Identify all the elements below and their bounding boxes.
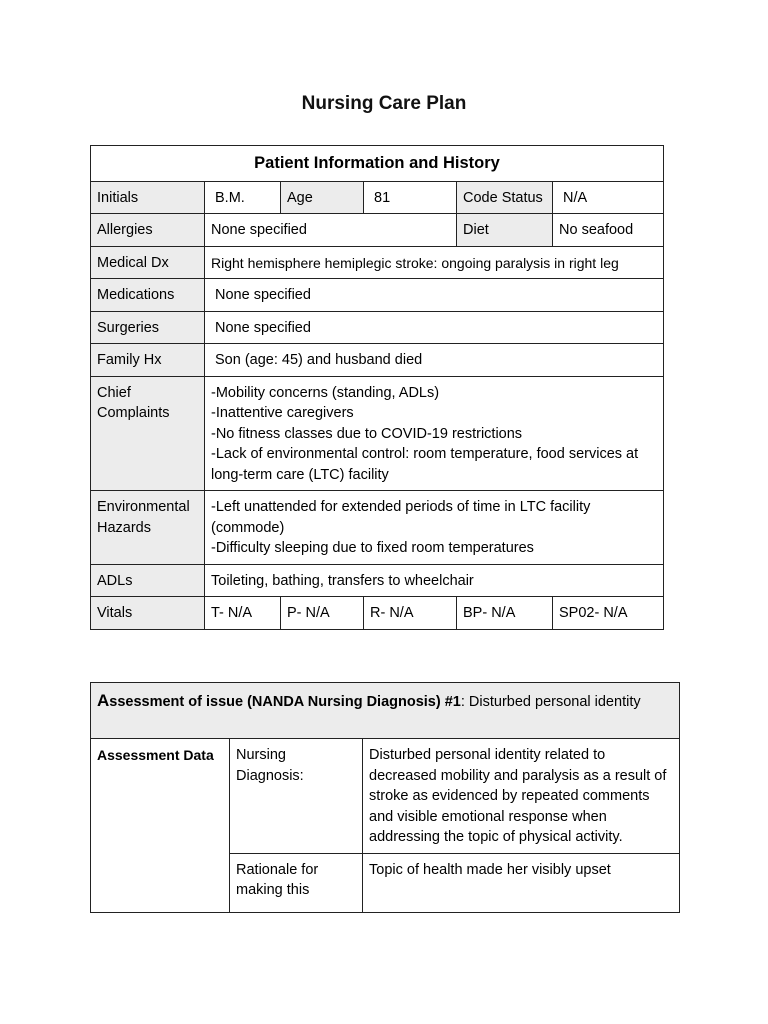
env-hazards-value (205, 491, 664, 565)
chief-complaints-value (205, 376, 664, 491)
env-hazards-label: Environmental Hazards (91, 491, 205, 565)
env-hazard-item: -Left unattended for extended periods of time in LTC facility (commode) (211, 499, 591, 536)
chief-complaint-item: -Mobility concerns (standing, ADLs) (211, 384, 440, 401)
nursing-diagnosis-label: Nursing Diagnosis: (230, 739, 363, 854)
chief-complaint-item: -No fitness classes due to COVID-19 restrictions (211, 425, 523, 442)
chief-complaint-item: -Lack of environmental control: room temperature, food services at long-term care (LTC) facility (211, 446, 639, 483)
vital-pulse: P- N/A (281, 597, 364, 630)
allergies-value: None specified (205, 214, 457, 247)
chief-complaints-row (91, 376, 664, 491)
vital-spo2: SP02- N/A (553, 597, 664, 630)
chief-complaint-item: -Inattentive caregivers (211, 405, 354, 421)
adls-value: Toileting, bathing, transfers to wheelchair (205, 564, 664, 597)
initials-row (91, 181, 664, 214)
vitals-label: Vitals (91, 597, 205, 630)
assessment-header-initial: A (97, 691, 110, 710)
family-hx-label: Family Hx (91, 344, 205, 377)
diet-value: No seafood (553, 214, 664, 247)
assessment-data-label: Assessment Data (91, 739, 230, 913)
assessment-header-diagnosis: : Disturbed personal identity (460, 694, 641, 710)
code-status-value: N/A (553, 181, 664, 214)
assessment-table (90, 682, 680, 913)
rationale-label: Rationale for making this (230, 853, 363, 912)
nursing-diagnosis-value: Disturbed personal identity related to decreased mobility and paralysis as a result of stroke as evidenced by repeated comments and visible emotional response when addressing the topic of physical activity. (363, 739, 680, 854)
medications-value: None specified (205, 279, 664, 312)
patient-info-header: Patient Information and History (91, 146, 664, 182)
adls-label: ADLs (91, 564, 205, 597)
nursing-diagnosis-row (91, 739, 680, 854)
rationale-value: Topic of health made her visibly upset (363, 853, 680, 912)
allergies-row (91, 214, 664, 247)
diet-label: Diet (457, 214, 553, 247)
document-title: Nursing Care Plan (301, 93, 467, 114)
vital-respiration: R- N/A (364, 597, 457, 630)
patient-info-table (90, 145, 664, 630)
family-hx-row (91, 344, 664, 377)
medical-dx-label: Medical Dx (91, 246, 205, 279)
surgeries-row (91, 311, 664, 344)
assessment-header-title: ssessment of issue (NANDA Nursing Diagnosis) #1 (109, 694, 461, 710)
family-hx-value: Son (age: 45) and husband died (205, 344, 664, 377)
vitals-row (91, 597, 664, 630)
surgeries-value: None specified (205, 311, 664, 344)
env-hazards-row (91, 491, 664, 565)
code-status-label: Code Status (457, 181, 553, 214)
vital-blood-pressure: BP- N/A (457, 597, 553, 630)
medical-dx-row (91, 246, 664, 279)
medical-dx-value: Right hemisphere hemiplegic stroke: ongoing paralysis in right leg (205, 246, 664, 279)
patient-info-header-row (91, 146, 664, 182)
assessment-header (91, 683, 680, 739)
medications-label: Medications (91, 279, 205, 312)
age-label: Age (281, 181, 364, 214)
initials-value: B.M. (205, 181, 281, 214)
surgeries-label: Surgeries (91, 311, 205, 344)
adls-row (91, 564, 664, 597)
initials-label: Initials (91, 181, 205, 214)
chief-complaints-label: Chief Complaints (91, 376, 205, 491)
vital-temperature: T- N/A (205, 597, 281, 630)
age-value: 81 (364, 181, 457, 214)
allergies-label: Allergies (91, 214, 205, 247)
assessment-header-row (91, 683, 680, 739)
env-hazard-item: -Difficulty sleeping due to fixed room temperatures (211, 540, 534, 556)
medications-row (91, 279, 664, 312)
